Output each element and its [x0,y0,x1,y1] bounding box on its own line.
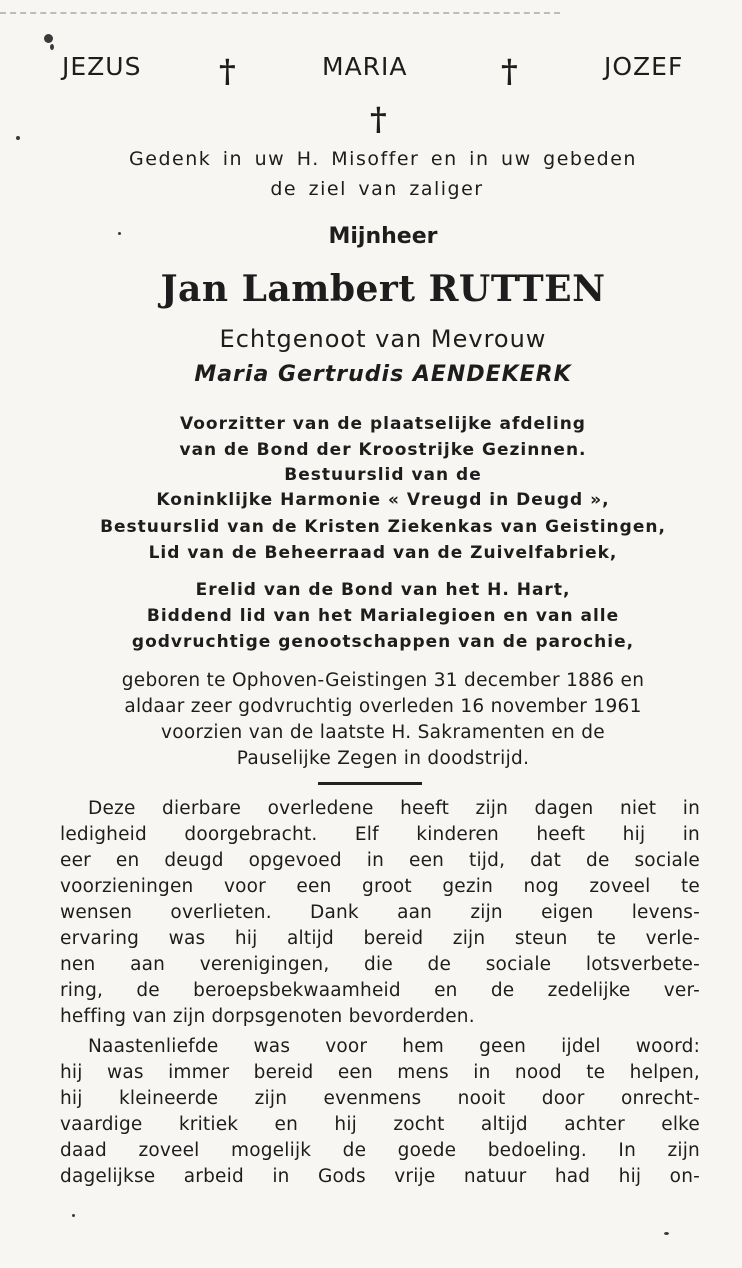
top-border-line [0,12,560,14]
paragraph-line: ledigheid doorgebracht. Elf kinderen heeft hij in [60,824,700,845]
deceased-name: Jan Lambert RUTTEN [160,268,606,310]
cross-icon: † [370,100,387,138]
header-maria: MARIA [322,52,408,81]
paragraph-line: vaardige kritiek en hij zocht altijd achter elke [60,1114,700,1135]
paragraph-line: ervaring was hij altijd bereid zijn steun te verle- [60,928,700,949]
paragraph-line: eer en deugd opgevoed in een tijd, dat de sociale [60,850,700,871]
paragraph-line: wensen overlieten. Dank aan zijn eigen levens- [60,902,700,923]
paragraph-line: ring, de beroepsbekwaamheid en de zedelijke ver- [60,980,700,1001]
birth-death-line: voorzien van de laatste H. Sakramenten en de [161,722,605,743]
paragraph-line: dagelijkse arbeid in Gods vrije natuur had hij on- [60,1166,700,1187]
function-line: Lid van de Beheerraad van de Zuivelfabriek, [148,543,618,563]
paragraph-line: nen aan verenigingen, die de sociale lotsverbete- [60,954,700,975]
function-line: Biddend lid van het Marialegioen en van alle [146,606,620,626]
ink-speck [72,1214,75,1217]
spouse-name: Maria Gertrudis AENDEKERK [194,362,572,387]
section-divider [318,782,422,785]
paragraph-line: Deze dierbare overledene heeft zijn dagen niet in [88,798,700,819]
paragraph-line: voorzieningen voor een groot gezin nog zoveel te [60,876,700,897]
intro-line-2: de ziel van zaliger [270,178,484,200]
ink-speck [664,1232,669,1235]
header-jozef: JOZEF [604,52,684,81]
birth-death-line: geboren te Ophoven-Geistingen 31 december 1886 en [121,670,645,691]
salutation: Mijnheer [328,224,438,249]
function-line: Erelid van de Bond van het H. Hart, [195,580,571,600]
function-line: Bestuurslid van de Kristen Ziekenkas van Geistingen, [100,517,666,537]
paragraph-line: daad zoveel mogelijk de goede bedoeling. In zijn [60,1140,700,1161]
birth-death-line: aldaar zeer godvruchtig overleden 16 november 1961 [124,696,642,717]
function-line: Bestuurslid van de [284,465,482,485]
ink-speck [50,44,54,50]
birth-death-line: Pauselijke Zegen in doodstrijd. [236,748,530,769]
cross-icon: † [501,52,518,90]
paragraph-line: Naastenliefde was voor hem geen ijdel woord: [88,1036,700,1057]
ink-speck [44,34,53,43]
function-line: Koninklijke Harmonie « Vreugd in Deugd », [156,490,610,510]
function-line: godvruchtige genootschappen van de parochie, [131,632,635,652]
function-line: Voorzitter van de plaatselijke afdeling [180,414,586,434]
paragraph-line: hij kleineerde zijn evenmens nooit door onrecht- [60,1088,700,1109]
spouse-intro: Echtgenoot van Mevrouw [219,325,547,353]
cross-icon: † [219,52,236,90]
paragraph-line: heffing van zijn dorpsgenoten bevorderden. [60,1006,475,1027]
header-jezus: JEZUS [62,52,142,81]
function-line: van de Bond der Kroostrijke Gezinnen. [179,440,587,460]
ink-speck [16,136,20,140]
paragraph-line: hij was immer bereid een mens in nood te helpen, [60,1062,700,1083]
intro-line-1: Gedenk in uw H. Misoffer en in uw gebeden [129,148,637,170]
